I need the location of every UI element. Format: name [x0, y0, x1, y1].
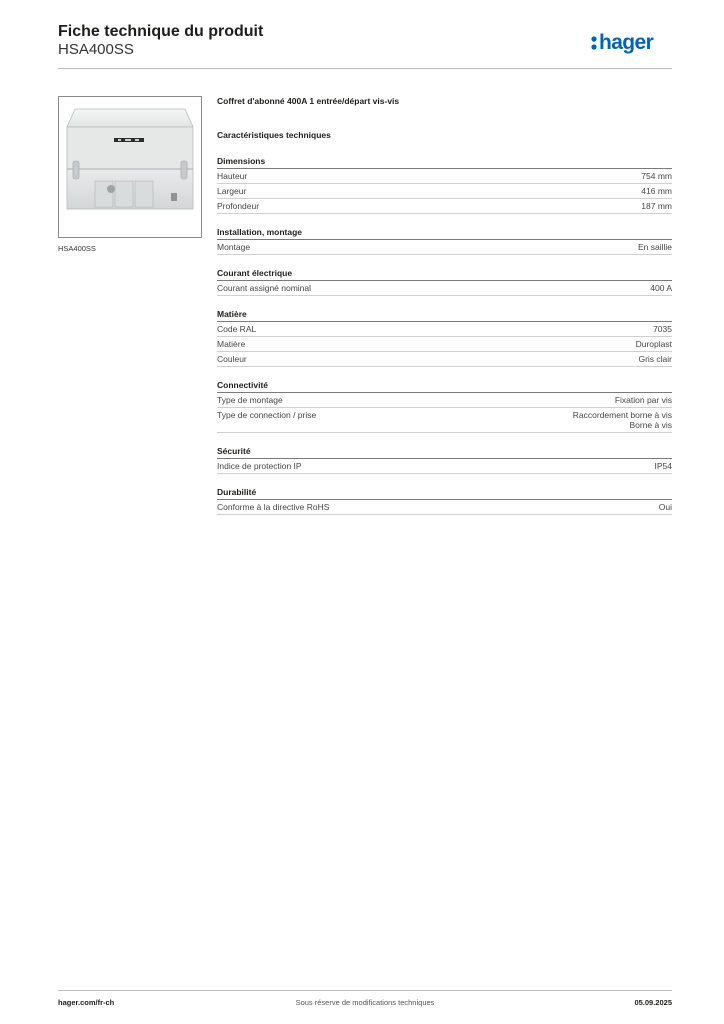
spec-label: Profondeur — [217, 201, 260, 211]
spec-section — [217, 487, 672, 515]
photo-caption: HSA400SS — [58, 244, 96, 253]
page-footer — [58, 998, 672, 1010]
spec-value-line: Borne à vis — [629, 420, 672, 430]
spec-value-line: 416 mm — [641, 186, 672, 196]
spec-row — [217, 337, 672, 352]
product-description: Coffret d'abonné 400A 1 entrée/départ vis-vis — [217, 96, 400, 106]
spec-row — [217, 199, 672, 214]
spec-row — [217, 184, 672, 199]
spec-value-line: 754 mm — [641, 171, 672, 181]
spec-row — [217, 240, 672, 255]
spec-label: Hauteur — [217, 171, 248, 181]
footer-divider — [58, 990, 672, 991]
spec-label: Matière — [217, 339, 246, 349]
section-title: Connectivité — [217, 380, 672, 393]
spec-value-line: 400 A — [650, 283, 672, 293]
spec-value-line: En saillie — [637, 242, 672, 252]
spec-value — [659, 502, 672, 512]
spec-value — [615, 395, 672, 405]
spec-value — [655, 461, 673, 471]
logo-text: hager — [599, 31, 654, 54]
spec-value — [641, 201, 672, 211]
spec-content — [217, 96, 672, 528]
spec-row — [217, 393, 672, 408]
spec-row — [217, 500, 672, 515]
section-title: Sécurité — [217, 446, 672, 459]
spec-label: Code RAL — [217, 324, 257, 334]
spec-row — [217, 281, 672, 296]
section-title: Dimensions — [217, 156, 672, 169]
spec-section — [217, 227, 672, 255]
spec-section — [217, 446, 672, 474]
spec-value-line: IP54 — [654, 461, 672, 471]
spec-label: Montage — [217, 242, 251, 252]
spec-value-line: Gris clair — [638, 354, 672, 364]
spec-label: Type de connection / prise — [217, 410, 317, 420]
page-header — [58, 22, 672, 70]
spec-value — [653, 324, 672, 334]
spec-value-line: 187 mm — [641, 201, 672, 211]
spec-row — [217, 322, 672, 337]
spec-section — [217, 380, 672, 433]
spec-label: Conforme à la directive RoHS — [217, 502, 330, 512]
spec-value — [636, 339, 672, 349]
footer-date: 05.09.2025 — [634, 998, 672, 1007]
spec-label: Largeur — [217, 186, 247, 196]
page-title: Fiche technique du produit — [58, 23, 264, 40]
spec-row — [217, 169, 672, 184]
spec-value-line: Raccordement borne à vis — [572, 410, 672, 420]
spec-section — [217, 156, 672, 214]
footer-website: hager.com/fr-ch — [58, 998, 115, 1007]
spec-value-line: Oui — [658, 502, 672, 512]
section-title: Durabilité — [217, 487, 672, 500]
spec-row — [217, 352, 672, 367]
spec-value-line: Duroplast — [635, 339, 672, 349]
product-code: HSA400SS — [58, 41, 134, 58]
tech-heading: Caractéristiques techniques — [217, 130, 331, 140]
product-photo — [58, 96, 202, 238]
spec-section — [217, 268, 672, 296]
spec-label: Couleur — [217, 354, 247, 364]
spec-row — [217, 408, 672, 433]
section-title: Courant électrique — [217, 268, 672, 281]
spec-value — [650, 283, 672, 293]
enclosure-photo-icon — [59, 97, 201, 237]
hager-logo — [590, 26, 672, 56]
spec-value — [638, 242, 672, 252]
spec-value-line: Fixation par vis — [614, 395, 672, 405]
footer-notice: Sous réserve de modifications techniques — [295, 998, 435, 1007]
spec-row — [217, 459, 672, 474]
spec-value — [573, 410, 672, 430]
header-divider — [58, 68, 672, 69]
spec-value — [641, 171, 672, 181]
spec-value — [638, 354, 672, 364]
spec-value-line: 7035 — [653, 324, 672, 334]
spec-section — [217, 309, 672, 367]
spec-value — [641, 186, 672, 196]
spec-label: Type de montage — [217, 395, 283, 405]
spec-label: Courant assigné nominal — [217, 283, 312, 293]
spec-label: Indice de protection IP — [217, 461, 302, 471]
spec-sections — [217, 156, 672, 515]
section-title: Installation, montage — [217, 227, 672, 240]
section-title: Matière — [217, 309, 672, 322]
